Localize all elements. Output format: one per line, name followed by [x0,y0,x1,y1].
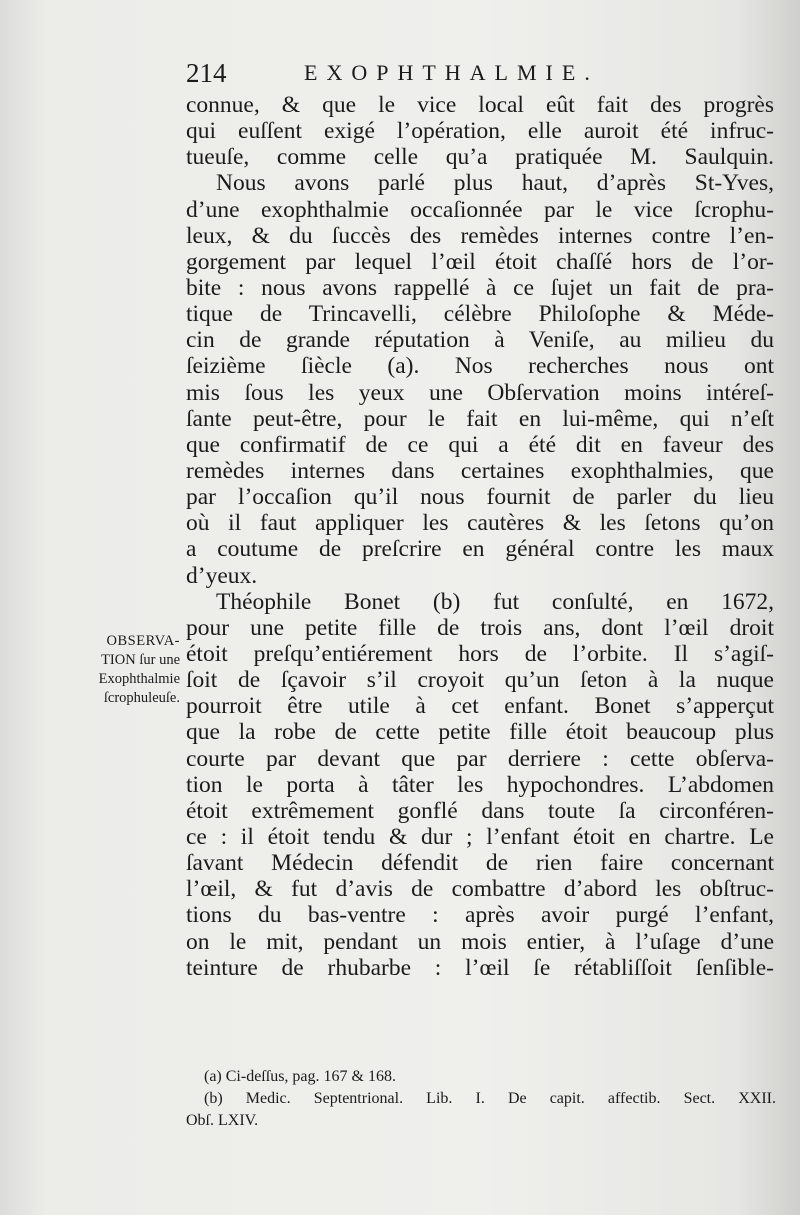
text-line: Théophile Bonet (b) fut conſulté, en 1672, [216,588,774,615]
text-line: qui euſſent exigé l’opération, elle auroit été infruc- [186,118,774,145]
text-line: Nous avons parlé plus haut, d’après St-Yves, [216,170,774,197]
footnote-b: (b) Medic. Septentrional. Lib. I. De capit. affectib. Sect. XXII. [204,1090,776,1107]
text-line: pour une petite fille de trois ans, dont l’œil droit [186,614,774,641]
text-line: étoit preſqu’entiérement hors de l’orbite. Il s’agiſ- [186,640,774,667]
text-line: tions du bas-ventre : après avoir purgé l’enfant, [186,902,774,929]
text-line: tique de Trincavelli, célèbre Philoſophe & Méde- [186,301,774,328]
footnotes [186,1066,776,1132]
text-line: leux, & du ſuccès des remèdes internes contre l’en- [186,222,774,249]
text-line: on le mit, pendant un mois entier, à l’uſage d’une [186,928,774,955]
running-head [186,56,746,90]
text-line: tion le porta à tâter les hypochondres. L’abdomen [186,771,774,798]
footnote-a: (a) Ci-deſſus, pag. 167 & 168. [204,1068,396,1085]
text-line: mis ſous les yeux une Obſervation moins intéreſ- [186,379,774,406]
margin-note-line: ſcrophuleuſe. [103,690,180,706]
text-line: gorgement par lequel l’œil étoit chaſſé hors de l’or- [186,248,774,275]
text-line: pourroit être utile à cet enfant. Bonet s’apperçut [186,693,774,720]
text-line: a coutume de preſcrire en général contre les maux [186,536,774,563]
text-line: d’yeux. [186,562,258,589]
margin-note-line: Exophthalmie [98,671,180,687]
text-line: connue, & que le vice local eût fait des progrès [186,92,774,118]
text-line: remèdes internes dans certaines exophthalmies, que [186,457,774,484]
text-line: bite : nous avons rappellé à ce ſujet un fait de pra- [186,274,774,301]
margin-note-line: OBSERVA- [106,633,180,649]
footnote-b-continuation: Obſ. LXIV. [186,1112,259,1129]
running-title: EXOPHTHALMIE. [304,60,599,85]
text-line: que confirmatif de ce qui a été dit en faveur des [186,431,774,458]
text-line: que la robe de cette petite fille étoit beaucoup plus [186,719,774,746]
text-line: l’œil, & fut d’avis de combattre d’abord les obſtruc- [186,876,774,903]
text-line: ſeizième ſiècle (a). Nos recherches nous ont [186,353,774,380]
text-line: par l’occaſion qu’il nous fournit de parler du lieu [186,484,774,511]
margin-note [70,632,180,708]
text-line: ſoit de ſçavoir s’il croyoit qu’un ſeton à la nuque [186,667,774,694]
text-line: courte par devant que par derriere : cette obſerva- [186,745,774,772]
page-number: 214 [186,58,227,88]
margin-note-line: TION ſur une [101,652,180,668]
text-line: tueuſe, comme celle qu’a pratiquée M. Saulquin. [186,144,774,171]
text-line: où il faut appliquer les cautères & les ſetons qu’on [186,510,774,537]
text-line: teinture de rhubarbe : l’œil ſe rétabliſſoit ſenſible- [186,954,774,981]
text-line: étoit extrêmement gonflé dans toute ſa circonféren- [186,797,774,824]
text-line: d’une exophthalmie occaſionnée par le vice ſcrophu- [186,196,774,223]
text-line: ce : il étoit tendu & dur ; l’enfant étoit en chartre. Le [186,823,774,850]
body-text [186,92,774,981]
text-line: ſavant Médecin défendit de rien faire concernant [186,850,774,877]
text-line: cin de grande réputation à Veniſe, au milieu du [186,327,774,354]
text-line: ſante peut-être, pour le fait en lui-même, qui n’eſt [186,405,774,432]
